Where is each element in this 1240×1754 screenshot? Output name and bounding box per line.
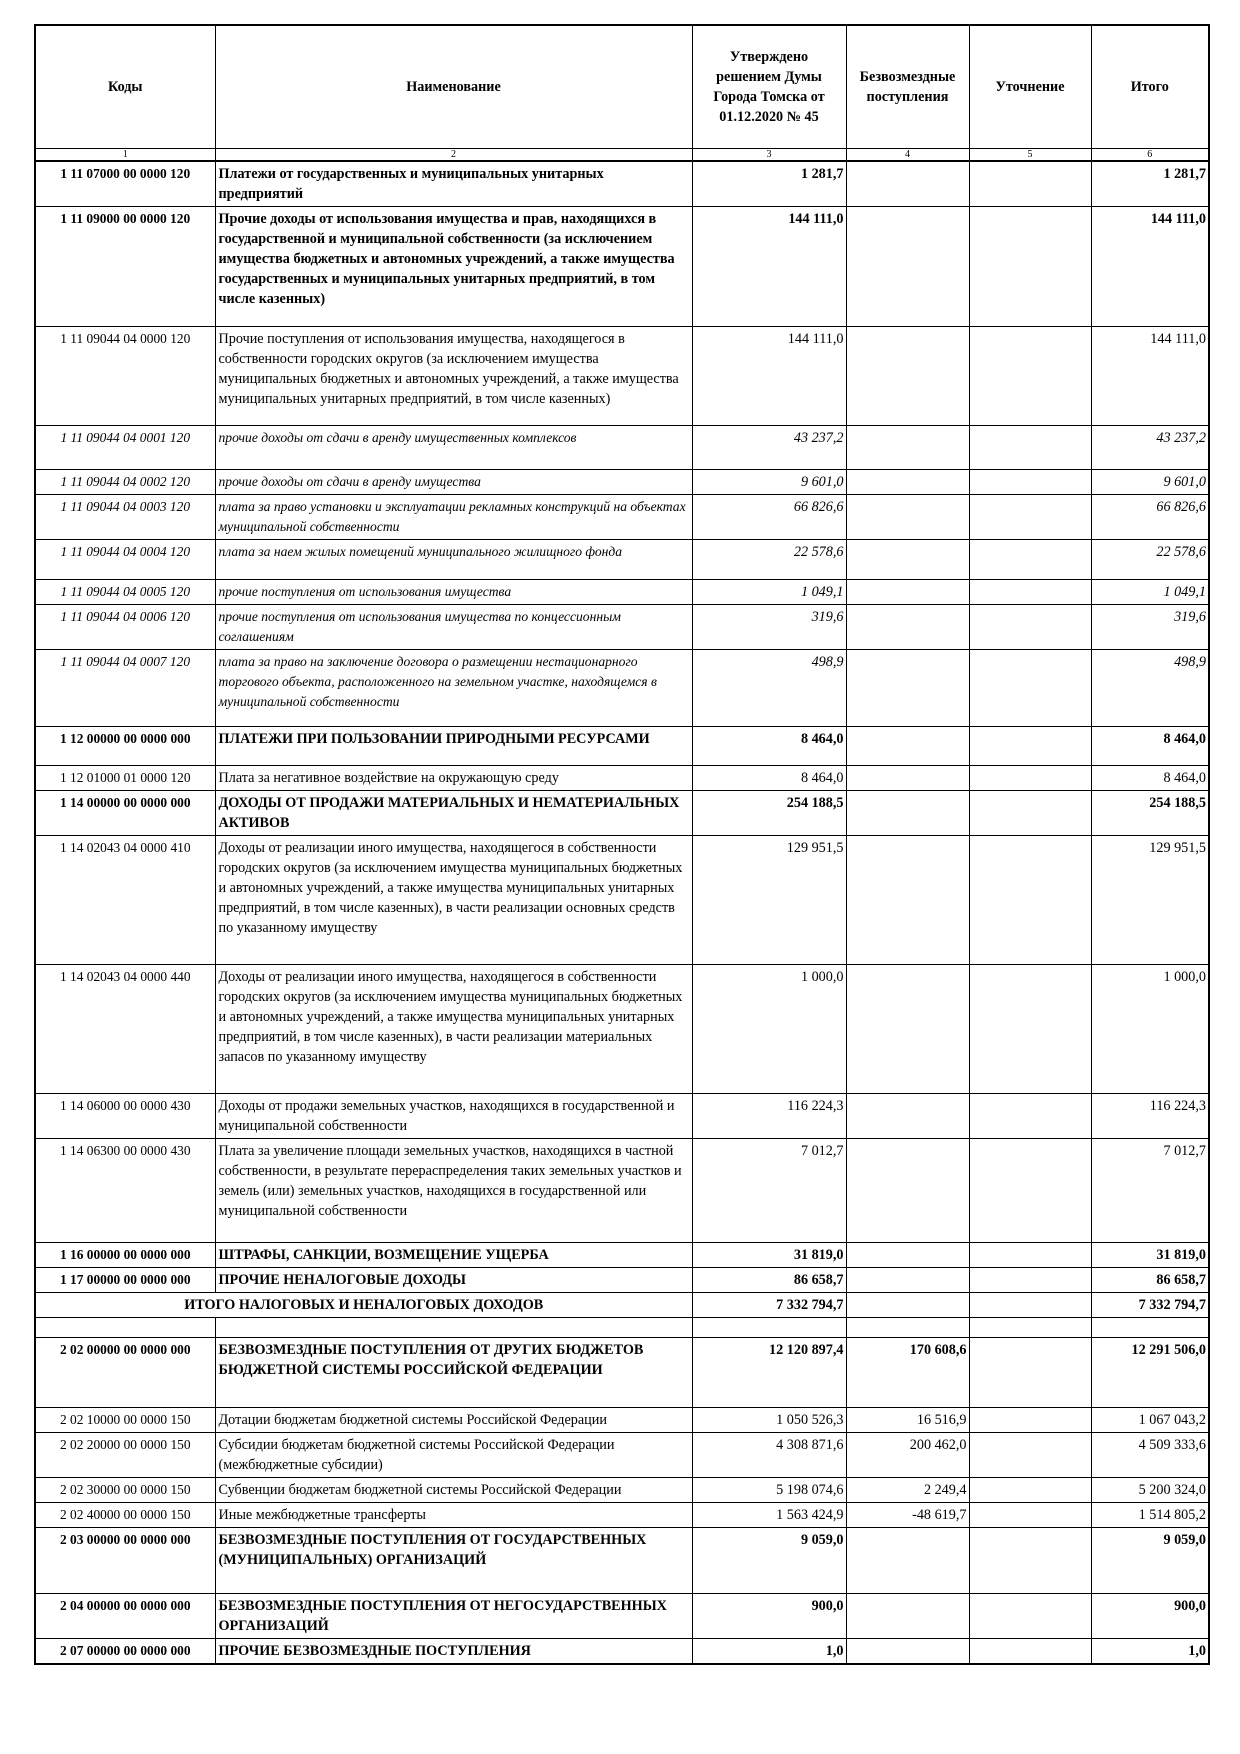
total-cell: 144 111,0 <box>1091 327 1209 426</box>
adjustment-cell <box>969 1639 1091 1665</box>
table-row <box>35 1478 1209 1503</box>
adjustment-cell <box>969 650 1091 727</box>
header-grants: Безвозмездные поступления <box>846 25 969 149</box>
approved-cell: 4 308 871,6 <box>692 1433 846 1478</box>
column-number: 1 <box>35 149 215 162</box>
table-row <box>35 1433 1209 1478</box>
grants-cell <box>846 836 969 965</box>
table-body <box>35 161 1209 1664</box>
code-cell: 1 14 02043 04 0000 440 <box>35 965 215 1094</box>
approved-cell: 66 826,6 <box>692 495 846 540</box>
adjustment-cell <box>969 426 1091 470</box>
table-row <box>35 1318 1209 1338</box>
name-cell <box>215 1318 692 1338</box>
table-row <box>35 605 1209 650</box>
name-cell: БЕЗВОЗМЕЗДНЫЕ ПОСТУПЛЕНИЯ ОТ ГОСУДАРСТВЕННЫХ (МУНИЦИПАЛЬНЫХ) ОРГАНИЗАЦИЙ <box>215 1528 692 1594</box>
adjustment-cell <box>969 836 1091 965</box>
adjustment-cell <box>969 766 1091 791</box>
approved-cell: 86 658,7 <box>692 1268 846 1293</box>
total-cell: 5 200 324,0 <box>1091 1478 1209 1503</box>
table-row <box>35 1503 1209 1528</box>
total-cell: 7 012,7 <box>1091 1139 1209 1243</box>
grants-cell <box>846 605 969 650</box>
adjustment-cell <box>969 161 1091 207</box>
adjustment-cell <box>969 1478 1091 1503</box>
code-cell: 2 04 00000 00 0000 000 <box>35 1594 215 1639</box>
code-cell: 1 11 09000 00 0000 120 <box>35 207 215 327</box>
adjustment-cell <box>969 1094 1091 1139</box>
total-cell: 144 111,0 <box>1091 207 1209 327</box>
adjustment-cell <box>969 540 1091 580</box>
table-row <box>35 727 1209 766</box>
name-cell: Доходы от продажи земельных участков, находящихся в государственной и муниципальной собственности <box>215 1094 692 1139</box>
code-cell: 2 02 20000 00 0000 150 <box>35 1433 215 1478</box>
name-cell: плата за наем жилых помещений муниципального жилищного фонда <box>215 540 692 580</box>
code-cell: 1 12 00000 00 0000 000 <box>35 727 215 766</box>
name-cell: Плата за негативное воздействие на окружающую среду <box>215 766 692 791</box>
code-cell: 1 11 09044 04 0004 120 <box>35 540 215 580</box>
total-cell: 7 332 794,7 <box>1091 1293 1209 1318</box>
budget-revenue-table-page <box>34 24 1208 1665</box>
code-cell: 1 11 09044 04 0003 120 <box>35 495 215 540</box>
code-cell: 2 02 30000 00 0000 150 <box>35 1478 215 1503</box>
approved-cell: 144 111,0 <box>692 327 846 426</box>
name-cell: Прочие поступления от использования имущества, находящегося в собственности городских округов (за исключением имущества муниципальных бюджетных и автономных учреждений, а также имущества муниципальных унитарных предприятий, в том числе казенных) <box>215 327 692 426</box>
grants-cell <box>846 327 969 426</box>
total-cell: 1 049,1 <box>1091 580 1209 605</box>
approved-cell: 7 332 794,7 <box>692 1293 846 1318</box>
total-cell: 9 601,0 <box>1091 470 1209 495</box>
code-cell: 1 14 02043 04 0000 410 <box>35 836 215 965</box>
code-cell: 1 14 06000 00 0000 430 <box>35 1094 215 1139</box>
table-row <box>35 1528 1209 1594</box>
name-cell: БЕЗВОЗМЕЗДНЫЕ ПОСТУПЛЕНИЯ ОТ НЕГОСУДАРСТВЕННЫХ ОРГАНИЗАЦИЙ <box>215 1594 692 1639</box>
total-cell <box>1091 1318 1209 1338</box>
name-cell: ПРОЧИЕ БЕЗВОЗМЕЗДНЫЕ ПОСТУПЛЕНИЯ <box>215 1639 692 1665</box>
adjustment-cell <box>969 207 1091 327</box>
total-cell: 1 281,7 <box>1091 161 1209 207</box>
adjustment-cell <box>969 327 1091 426</box>
adjustment-cell <box>969 791 1091 836</box>
header-total: Итого <box>1091 25 1209 149</box>
adjustment-cell <box>969 495 1091 540</box>
total-cell: 12 291 506,0 <box>1091 1338 1209 1408</box>
code-cell: 2 02 40000 00 0000 150 <box>35 1503 215 1528</box>
adjustment-cell <box>969 727 1091 766</box>
table-row <box>35 766 1209 791</box>
code-cell: 1 11 09044 04 0007 120 <box>35 650 215 727</box>
table-row <box>35 540 1209 580</box>
total-cell: 4 509 333,6 <box>1091 1433 1209 1478</box>
header-adjustment: Уточнение <box>969 25 1091 149</box>
approved-cell: 1 049,1 <box>692 580 846 605</box>
table-row <box>35 470 1209 495</box>
adjustment-cell <box>969 1268 1091 1293</box>
approved-cell: 5 198 074,6 <box>692 1478 846 1503</box>
code-cell: 2 02 00000 00 0000 000 <box>35 1338 215 1408</box>
approved-cell: 1 563 424,9 <box>692 1503 846 1528</box>
adjustment-cell <box>969 1594 1091 1639</box>
name-cell: плата за право установки и эксплуатации рекламных конструкций на объектах муниципальной собственности <box>215 495 692 540</box>
approved-cell: 254 188,5 <box>692 791 846 836</box>
total-cell: 1 067 043,2 <box>1091 1408 1209 1433</box>
adjustment-cell <box>969 1139 1091 1243</box>
name-cell: Дотации бюджетам бюджетной системы Российской Федерации <box>215 1408 692 1433</box>
adjustment-cell <box>969 1503 1091 1528</box>
approved-cell: 116 224,3 <box>692 1094 846 1139</box>
approved-cell: 22 578,6 <box>692 540 846 580</box>
name-cell: Субсидии бюджетам бюджетной системы Российской Федерации (межбюджетные субсидии) <box>215 1433 692 1478</box>
header-approved: Утверждено решением Думы Города Томска от 01.12.2020 № 45 <box>692 25 846 149</box>
table-row <box>35 1139 1209 1243</box>
name-cell: ПЛАТЕЖИ ПРИ ПОЛЬЗОВАНИИ ПРИРОДНЫМИ РЕСУРСАМИ <box>215 727 692 766</box>
column-number: 5 <box>969 149 1091 162</box>
code-cell: 2 07 00000 00 0000 000 <box>35 1639 215 1665</box>
column-number: 4 <box>846 149 969 162</box>
grants-cell <box>846 495 969 540</box>
approved-cell: 900,0 <box>692 1594 846 1639</box>
code-cell: 1 12 01000 01 0000 120 <box>35 766 215 791</box>
name-cell: Прочие доходы от использования имущества и прав, находящихся в государственной и муниципальной собственности (за исключением имущества бюджетных и автономных учреждений, а также имущества государственных и муниципальных унитарных предприятий, в том числе казенных) <box>215 207 692 327</box>
code-cell: 1 17 00000 00 0000 000 <box>35 1268 215 1293</box>
total-cell: 129 951,5 <box>1091 836 1209 965</box>
grants-cell <box>846 580 969 605</box>
column-number: 6 <box>1091 149 1209 162</box>
name-cell: прочие доходы от сдачи в аренду имущественных комплексов <box>215 426 692 470</box>
table-header <box>35 25 1209 161</box>
table-row <box>35 327 1209 426</box>
table-row <box>35 1594 1209 1639</box>
name-cell: БЕЗВОЗМЕЗДНЫЕ ПОСТУПЛЕНИЯ ОТ ДРУГИХ БЮДЖЕТОВ БЮДЖЕТНОЙ СИСТЕМЫ РОССИЙСКОЙ ФЕДЕРАЦИИ <box>215 1338 692 1408</box>
table-row <box>35 580 1209 605</box>
approved-cell: 9 059,0 <box>692 1528 846 1594</box>
grants-cell <box>846 766 969 791</box>
grants-cell <box>846 965 969 1094</box>
approved-cell: 1 000,0 <box>692 965 846 1094</box>
name-cell: прочие поступления от использования имущества по концессионным соглашениям <box>215 605 692 650</box>
total-cell: 31 819,0 <box>1091 1243 1209 1268</box>
grants-cell <box>846 1268 969 1293</box>
total-cell: 1 000,0 <box>1091 965 1209 1094</box>
code-cell: 1 14 00000 00 0000 000 <box>35 791 215 836</box>
grants-cell <box>846 1094 969 1139</box>
header-row <box>35 25 1209 149</box>
approved-cell: 144 111,0 <box>692 207 846 327</box>
name-cell: ПРОЧИЕ НЕНАЛОГОВЫЕ ДОХОДЫ <box>215 1268 692 1293</box>
grants-cell <box>846 426 969 470</box>
code-cell: 1 16 00000 00 0000 000 <box>35 1243 215 1268</box>
table-row <box>35 495 1209 540</box>
adjustment-cell <box>969 605 1091 650</box>
approved-cell: 43 237,2 <box>692 426 846 470</box>
name-cell: плата за право на заключение договора о размещении нестационарного торгового объекта, расположенного на земельном участке, находящемся в муниципальной собственности <box>215 650 692 727</box>
grants-cell <box>846 470 969 495</box>
name-cell: Плата за увеличение площади земельных участков, находящихся в частной собственности, в результате перераспределения таких земельных участков и земель (или) земельных участков, находящихся в государственной или муниципальной собственности <box>215 1139 692 1243</box>
name-cell: ДОХОДЫ ОТ ПРОДАЖИ МАТЕРИАЛЬНЫХ И НЕМАТЕРИАЛЬНЫХ АКТИВОВ <box>215 791 692 836</box>
code-cell: 1 11 07000 00 0000 120 <box>35 161 215 207</box>
column-number-row <box>35 149 1209 162</box>
approved-cell: 7 012,7 <box>692 1139 846 1243</box>
code-cell: 1 14 06300 00 0000 430 <box>35 1139 215 1243</box>
adjustment-cell <box>969 470 1091 495</box>
grants-cell: 200 462,0 <box>846 1433 969 1478</box>
grants-cell <box>846 161 969 207</box>
name-cell: Доходы от реализации иного имущества, находящегося в собственности городских округов (за исключением имущества муниципальных бюджетных и автономных учреждений, а также имущества муниципальных унитарных предприятий, в том числе казенных), в части реализации основных средств по указанному имуществу <box>215 836 692 965</box>
total-cell: 1,0 <box>1091 1639 1209 1665</box>
grants-cell <box>846 1528 969 1594</box>
grants-cell: 16 516,9 <box>846 1408 969 1433</box>
name-cell: ШТРАФЫ, САНКЦИИ, ВОЗМЕЩЕНИЕ УЩЕРБА <box>215 1243 692 1268</box>
total-cell: 86 658,7 <box>1091 1268 1209 1293</box>
adjustment-cell <box>969 1338 1091 1408</box>
table-row <box>35 1293 1209 1318</box>
adjustment-cell <box>969 580 1091 605</box>
name-cell: прочие доходы от сдачи в аренду имущества <box>215 470 692 495</box>
table-row <box>35 836 1209 965</box>
approved-cell: 319,6 <box>692 605 846 650</box>
table-row <box>35 1094 1209 1139</box>
grants-cell <box>846 1293 969 1318</box>
adjustment-cell <box>969 1318 1091 1338</box>
table-row <box>35 1243 1209 1268</box>
grants-cell <box>846 1243 969 1268</box>
total-cell: 1 514 805,2 <box>1091 1503 1209 1528</box>
approved-cell: 129 951,5 <box>692 836 846 965</box>
name-cell: Иные межбюджетные трансферты <box>215 1503 692 1528</box>
name-cell: Платежи от государственных и муниципальных унитарных предприятий <box>215 161 692 207</box>
table-row <box>35 965 1209 1094</box>
adjustment-cell <box>969 1408 1091 1433</box>
table-row <box>35 1338 1209 1408</box>
total-cell: 43 237,2 <box>1091 426 1209 470</box>
total-label-cell: ИТОГО НАЛОГОВЫХ И НЕНАЛОГОВЫХ ДОХОДОВ <box>35 1293 692 1318</box>
table-row <box>35 1639 1209 1665</box>
approved-cell: 498,9 <box>692 650 846 727</box>
name-cell: прочие поступления от использования имущества <box>215 580 692 605</box>
grants-cell <box>846 650 969 727</box>
table-row <box>35 161 1209 207</box>
code-cell: 1 11 09044 04 0002 120 <box>35 470 215 495</box>
approved-cell <box>692 1318 846 1338</box>
header-name: Наименование <box>215 25 692 149</box>
total-cell: 900,0 <box>1091 1594 1209 1639</box>
table-row <box>35 650 1209 727</box>
grants-cell <box>846 1318 969 1338</box>
approved-cell: 1 281,7 <box>692 161 846 207</box>
table-row <box>35 791 1209 836</box>
name-cell: Субвенции бюджетам бюджетной системы Российской Федерации <box>215 1478 692 1503</box>
adjustment-cell <box>969 1433 1091 1478</box>
table-row <box>35 207 1209 327</box>
table-row <box>35 426 1209 470</box>
total-cell: 22 578,6 <box>1091 540 1209 580</box>
code-cell: 2 02 10000 00 0000 150 <box>35 1408 215 1433</box>
header-codes: Коды <box>35 25 215 149</box>
grants-cell: 2 249,4 <box>846 1478 969 1503</box>
total-cell: 8 464,0 <box>1091 766 1209 791</box>
total-cell: 254 188,5 <box>1091 791 1209 836</box>
code-cell: 1 11 09044 04 0001 120 <box>35 426 215 470</box>
code-cell: 2 03 00000 00 0000 000 <box>35 1528 215 1594</box>
column-number: 3 <box>692 149 846 162</box>
total-cell: 319,6 <box>1091 605 1209 650</box>
approved-cell: 31 819,0 <box>692 1243 846 1268</box>
adjustment-cell <box>969 1293 1091 1318</box>
approved-cell: 9 601,0 <box>692 470 846 495</box>
adjustment-cell <box>969 1528 1091 1594</box>
approved-cell: 8 464,0 <box>692 766 846 791</box>
code-cell: 1 11 09044 04 0005 120 <box>35 580 215 605</box>
total-cell: 9 059,0 <box>1091 1528 1209 1594</box>
grants-cell <box>846 207 969 327</box>
code-cell: 1 11 09044 04 0006 120 <box>35 605 215 650</box>
approved-cell: 8 464,0 <box>692 727 846 766</box>
grants-cell <box>846 791 969 836</box>
grants-cell <box>846 1139 969 1243</box>
total-cell: 116 224,3 <box>1091 1094 1209 1139</box>
approved-cell: 12 120 897,4 <box>692 1338 846 1408</box>
code-cell: 1 11 09044 04 0000 120 <box>35 327 215 426</box>
grants-cell <box>846 1594 969 1639</box>
code-cell <box>35 1318 215 1338</box>
grants-cell: 170 608,6 <box>846 1338 969 1408</box>
column-number: 2 <box>215 149 692 162</box>
grants-cell <box>846 1639 969 1665</box>
table-row <box>35 1408 1209 1433</box>
table-row <box>35 1268 1209 1293</box>
grants-cell: -48 619,7 <box>846 1503 969 1528</box>
total-cell: 8 464,0 <box>1091 727 1209 766</box>
grants-cell <box>846 727 969 766</box>
approved-cell: 1,0 <box>692 1639 846 1665</box>
name-cell: Доходы от реализации иного имущества, находящегося в собственности городских округов (за исключением имущества муниципальных бюджетных и автономных учреждений, а также имущества муниципальных унитарных предприятий, в том числе казенных), в части реализации материальных запасов по указанному имуществу <box>215 965 692 1094</box>
total-cell: 66 826,6 <box>1091 495 1209 540</box>
total-cell: 498,9 <box>1091 650 1209 727</box>
approved-cell: 1 050 526,3 <box>692 1408 846 1433</box>
adjustment-cell <box>969 1243 1091 1268</box>
adjustment-cell <box>969 965 1091 1094</box>
budget-revenue-table <box>34 24 1210 1665</box>
grants-cell <box>846 540 969 580</box>
